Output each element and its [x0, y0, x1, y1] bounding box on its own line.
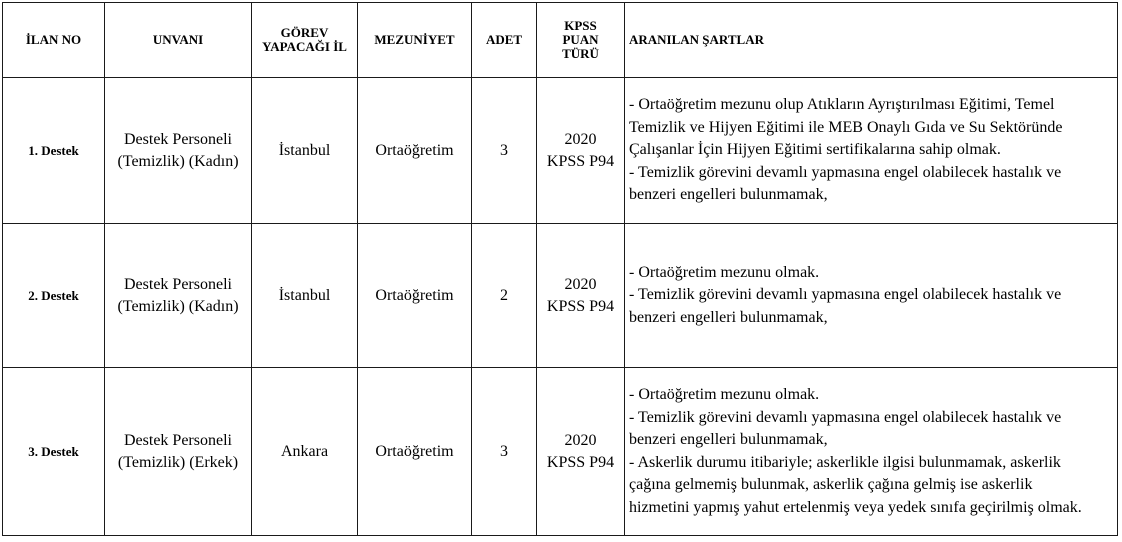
cell-unvan: [105, 368, 252, 536]
header-gorev-yapacagi-il: [252, 3, 358, 78]
cell-aranilan-sartlar: [625, 78, 1118, 224]
condition-line: - Ortaöğretim mezunu olmak.: [629, 263, 820, 281]
cell-aranilan-sartlar: [625, 224, 1118, 368]
condition-line: - Askerlik durumu itibariyle; askerlikle ilgisi bulunmamak, askerlik: [629, 453, 1061, 471]
cell-mezuniyet: Ortaöğretim: [358, 78, 472, 224]
cell-ilan-no: 2. Destek: [3, 224, 105, 368]
condition-line: benzeri engelleri bulunmamak,: [629, 308, 828, 326]
table-row: [3, 368, 1118, 536]
cell-kpss: [537, 368, 625, 536]
cell-ilan-no: 1. Destek: [3, 78, 105, 224]
header-adet: ADET: [472, 3, 537, 78]
kpss-year: 2020: [564, 130, 597, 148]
cell-il: İstanbul: [252, 78, 358, 224]
unvan-line2: (Temizlik) (Kadın): [117, 297, 239, 315]
unvan-line1: Destek Personeli: [124, 431, 232, 449]
condition-line: Çalışanlar İçin Hijyen Eğitimi sertifikalarına sahip olmak.: [629, 141, 1001, 159]
condition-line: benzeri engelleri bulunmamak,: [629, 186, 828, 204]
condition-line: Temizlik ve Hijyen Eğitimi ile MEB Onaylı Gıda ve Su Sektöründe: [629, 118, 1063, 136]
condition-line: - Ortaöğretim mezunu olup Atıkların Ayrıştırılması Eğitimi, Temel: [629, 96, 1055, 114]
unvan-line2: (Temizlik) (Erkek): [117, 453, 239, 471]
cell-il: Ankara: [252, 368, 358, 536]
condition-line: - Ortaöğretim mezunu olmak.: [629, 386, 820, 403]
cell-kpss: [537, 224, 625, 368]
cell-mezuniyet: Ortaöğretim: [358, 368, 472, 536]
header-kpss-line3: TÜRÜ: [562, 46, 599, 61]
header-aranilan-sartlar: ARANILAN ŞARTLAR: [625, 3, 1118, 78]
header-kpss-puan-turu: [537, 3, 625, 78]
cell-ilan-no: 3. Destek: [3, 368, 105, 536]
condition-line: benzeri engelleri bulunmamak,: [629, 431, 828, 448]
cell-aranilan-sartlar: [625, 368, 1118, 536]
cell-unvan: [105, 78, 252, 224]
condition-line: - Temizlik görevini devamlı yapmasına engel olabilecek hastalık ve: [629, 286, 1062, 304]
unvan-line2: (Temizlik) (Kadın): [117, 152, 239, 170]
condition-line: çağına gelmemiş bulunmak, askerlik çağına gelmiş ise askerlik: [629, 476, 1033, 493]
header-gorev-line2: YAPACAĞI İL: [262, 39, 347, 54]
condition-line: - Temizlik görevini devamlı yapmasına engel olabilecek hastalık ve: [629, 163, 1062, 181]
unvan-line1: Destek Personeli: [124, 130, 232, 148]
header-kpss-line2: PUAN: [562, 32, 599, 47]
header-kpss-line1: KPSS: [564, 18, 597, 33]
table-header-row: [3, 3, 1118, 78]
kpss-year: 2020: [564, 431, 597, 449]
unvan-line1: Destek Personeli: [124, 275, 232, 293]
kpss-year: 2020: [564, 275, 597, 293]
kpss-type: KPSS P94: [546, 152, 615, 170]
cell-adet: 2: [472, 224, 537, 368]
header-unvani: UNVANI: [105, 3, 252, 78]
cell-kpss: [537, 78, 625, 224]
kpss-type: KPSS P94: [546, 453, 615, 471]
cell-mezuniyet: Ortaöğretim: [358, 224, 472, 368]
condition-line: hizmetini yapmış yahut ertelenmiş veya yedek sınıfa geçirilmiş olmak.: [629, 498, 1082, 516]
cell-il: İstanbul: [252, 224, 358, 368]
header-mezuniyet: MEZUNİYET: [358, 3, 472, 78]
job-listing-table: [2, 2, 1118, 536]
header-ilan-no: İLAN NO: [3, 3, 105, 78]
kpss-type: KPSS P94: [546, 297, 615, 315]
condition-line: - Temizlik görevini devamlı yapmasına engel olabilecek hastalık ve: [629, 408, 1062, 426]
table-row: [3, 224, 1118, 368]
header-gorev-line1: GÖREV: [280, 25, 329, 40]
table-row: [3, 78, 1118, 224]
cell-adet: 3: [472, 78, 537, 224]
cell-adet: 3: [472, 368, 537, 536]
cell-unvan: [105, 224, 252, 368]
